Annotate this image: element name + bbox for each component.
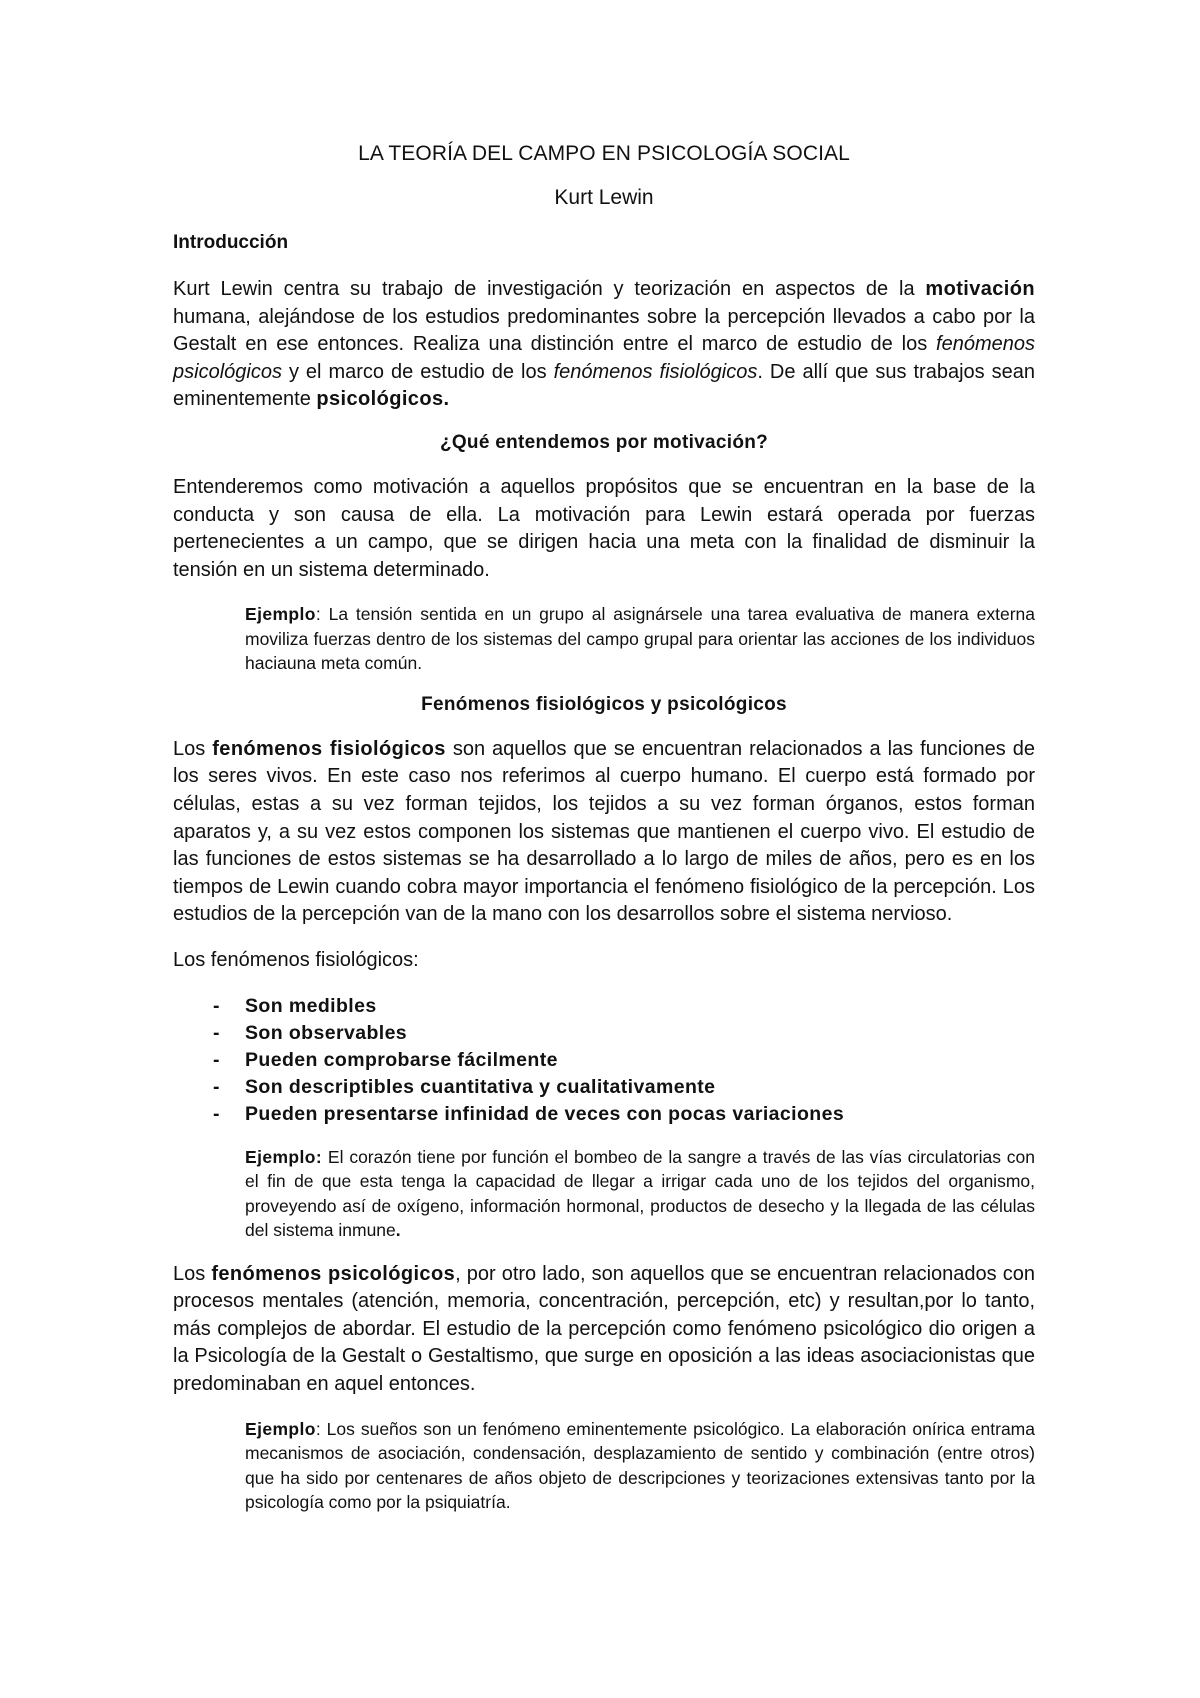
- list-item: - Son observables: [213, 1021, 408, 1044]
- author-name: Kurt Lewin: [554, 186, 654, 209]
- section-heading-phenomena: Fenómenos fisiológicos y psicológicos: [421, 693, 787, 715]
- list-item: - Pueden presentarse infinidad de veces con pocas variaciones: [213, 1103, 845, 1126]
- list-item: - Son descriptibles cuantitativa y cualitativamente: [213, 1076, 716, 1099]
- list-item: - Son medibles: [213, 994, 377, 1017]
- document-title: LA TEORÍA DEL CAMPO EN PSICOLOGÍA SOCIAL: [358, 142, 850, 165]
- list-intro: Los fenómenos fisiológicos:: [173, 949, 419, 971]
- section-heading-introduction: Introducción: [173, 232, 289, 253]
- psychological-paragraph: Los fenómenos psicológicos, por otro lado, son aquellos que se encuentran relacionados con procesos mentales (atención, memoria, concentración, percepción, etc) y resultan,por lo tanto, más complejos de abordar. El estudio de la percepción como fenómeno psicológico dio origen a la Psicología de la Gestalt o Gestaltismo, que surge en oposición a las ideas asociacionistas que predominaban en aquel entonces.: [173, 1262, 1035, 1395]
- document-page: [173, 142, 1035, 1533]
- physiological-properties-list: [173, 993, 1035, 1129]
- list-item: - Pueden comprobarse fácilmente: [213, 1049, 558, 1071]
- physiological-example: Ejemplo: El corazón tiene por función el bombeo de la sangre a través de las vías circulatorias con el fin de que esta tenga la capacidad de llegar a irrigar cada uno de los tejidos del organismo, proveyendo así de oxígeno, información hormonal, productos de desecho y la llegada de las células del sistema inmune.: [245, 1146, 1035, 1241]
- motivation-example: Ejemplo: La tensión sentida en un grupo al asignársele una tarea evaluativa de manera externa moviliza fuerzas dentro de los sistemas del campo grupal para orientar las acciones de los individuos haciauna meta común.: [245, 604, 1035, 674]
- intro-paragraph: Kurt Lewin centra su trabajo de investigación y teorización en aspectos de la motivación humana, alejándose de los estudios predominantes sobre la percepción llevados a cabo por la Gestalt en ese entonces. Realiza una distinción entre el marco de estudio de los fenómenos psicológicos y el marco de estudio de los fenómenos fisiológicos. De allí que sus trabajos sean eminentemente psicológicos.: [173, 278, 1036, 411]
- psychological-example: Ejemplo: Los sueños son un fenómeno eminentemente psicológico. La elaboración onírica entrama mecanismos de asociación, condensación, desplazamiento de sentido y combinación (entre otros) que ha sido por centenares de años objeto de descripciones y teorizaciones extensivas tanto por la psicología como por la psiquiatría.: [245, 1418, 1035, 1513]
- physiological-paragraph: Los fenómenos fisiológicos son aquellos que se encuentran relacionados a las funciones de los seres vivos. En este caso nos referimos al cuerpo humano. El cuerpo está formado por células, estas a su vez forman tejidos, los tejidos a su vez forman órganos, estos forman aparatos y, a su vez estos componen los sistemas que mantienen el cuerpo vivo. El estudio de las funciones de estos sistemas se ha desarrollado a lo largo de miles de años, pero es en los tiempos de Lewin cuando cobra mayor importancia el fenómeno fisiológico de la percepción. Los estudios de la percepción van de la mano con los desarrollos sobre el sistema nervioso.: [173, 737, 1035, 926]
- motivation-paragraph: Entenderemos como motivación a aquellos propósitos que se encuentran en la base de la conducta y son causa de ella. La motivación para Lewin estará operada por fuerzas pertenecientes a un campo, que se dirigen hacia una meta con la finalidad de disminuir la tensión en un sistema determinado.: [173, 475, 1035, 581]
- section-heading-motivation: ¿Qué entendemos por motivación?: [439, 431, 769, 453]
